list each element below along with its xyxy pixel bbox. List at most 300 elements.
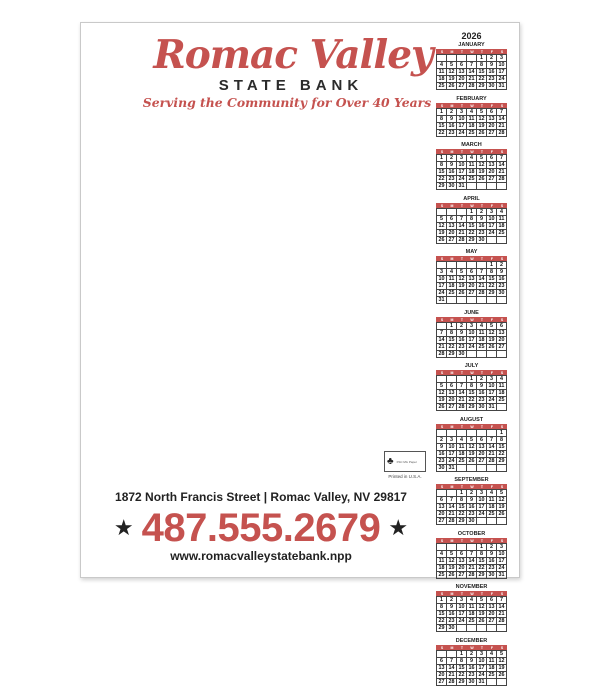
weekday-header: S xyxy=(500,50,504,54)
day-cell: 19 xyxy=(457,283,467,290)
weekday-header: S xyxy=(500,317,504,322)
day-cell: 15 xyxy=(477,69,487,76)
day-cell: 17 xyxy=(457,123,467,130)
day-cell: 4 xyxy=(467,109,477,116)
day-cell: 20 xyxy=(497,337,507,344)
day-cell: 23 xyxy=(447,176,457,183)
day-cell: 20 xyxy=(437,672,447,679)
day-cell: 23 xyxy=(457,344,467,351)
day-cell xyxy=(467,625,477,632)
day-cell: 12 xyxy=(477,604,487,611)
weekday-header: T xyxy=(460,103,464,108)
weekday-header: T xyxy=(480,538,484,543)
day-cell: 15 xyxy=(437,611,447,618)
day-cell: 24 xyxy=(467,344,477,351)
day-cell: 3 xyxy=(467,323,477,330)
day-cell: 13 xyxy=(467,276,477,283)
day-cell: 21 xyxy=(447,672,457,679)
weekday-header-row xyxy=(436,591,507,596)
day-cell: 9 xyxy=(447,162,457,169)
day-cell: 11 xyxy=(487,497,497,504)
bank-phone: 487.555.2679 xyxy=(141,505,381,550)
day-cell: 6 xyxy=(497,323,507,330)
day-cell: 14 xyxy=(497,604,507,611)
day-grid xyxy=(436,261,507,304)
day-cell xyxy=(487,351,497,358)
weekday-header-row xyxy=(436,424,507,429)
calendar-months xyxy=(436,42,507,686)
day-cell: 2 xyxy=(487,55,497,62)
day-cell: 10 xyxy=(477,658,487,665)
weekday-header: F xyxy=(490,592,494,596)
day-cell: 11 xyxy=(437,558,447,565)
month-june xyxy=(436,310,507,358)
day-cell: 2 xyxy=(437,437,447,444)
day-cell: 1 xyxy=(477,544,487,551)
day-cell: 27 xyxy=(457,83,467,90)
day-cell xyxy=(487,297,497,304)
day-cell: 19 xyxy=(477,611,487,618)
day-cell: 4 xyxy=(467,155,477,162)
weekday-header: T xyxy=(480,592,484,596)
weekday-header-row xyxy=(436,49,507,54)
day-cell xyxy=(447,544,457,551)
day-cell: 31 xyxy=(447,465,457,472)
printed-label: Printed in U.S.A. xyxy=(388,474,422,479)
day-cell: 1 xyxy=(447,323,457,330)
day-cell: 25 xyxy=(437,83,447,90)
day-cell: 23 xyxy=(467,511,477,518)
day-cell: 26 xyxy=(467,458,477,465)
day-cell: 10 xyxy=(477,497,487,504)
weekday-header: S xyxy=(440,203,444,208)
day-cell: 21 xyxy=(497,123,507,130)
day-cell: 29 xyxy=(447,351,457,358)
weekday-header: F xyxy=(490,424,494,429)
day-cell: 19 xyxy=(447,565,457,572)
weekday-header: W xyxy=(470,317,474,322)
day-cell xyxy=(467,183,477,190)
day-cell: 7 xyxy=(447,497,457,504)
day-cell xyxy=(467,465,477,472)
calendar-sheet xyxy=(80,22,520,685)
day-cell: 1 xyxy=(437,597,447,604)
day-cell xyxy=(487,518,497,525)
day-cell: 6 xyxy=(457,62,467,69)
day-cell xyxy=(437,430,447,437)
weekday-header: T xyxy=(460,645,464,650)
day-cell: 14 xyxy=(467,69,477,76)
day-cell: 16 xyxy=(477,223,487,230)
day-cell: 13 xyxy=(487,116,497,123)
day-cell: 14 xyxy=(457,223,467,230)
day-cell: 23 xyxy=(487,76,497,83)
day-cell: 24 xyxy=(487,230,497,237)
day-cell: 20 xyxy=(457,565,467,572)
weekday-header-row xyxy=(436,203,507,208)
day-cell: 9 xyxy=(477,216,487,223)
day-cell: 14 xyxy=(477,276,487,283)
day-cell: 7 xyxy=(437,330,447,337)
weekday-header: S xyxy=(500,103,504,108)
day-cell: 29 xyxy=(457,679,467,686)
day-cell: 4 xyxy=(437,62,447,69)
day-cell xyxy=(447,430,457,437)
day-cell: 16 xyxy=(447,611,457,618)
day-cell: 3 xyxy=(477,651,487,658)
day-cell: 25 xyxy=(457,458,467,465)
day-cell: 16 xyxy=(487,558,497,565)
day-cell: 8 xyxy=(467,383,477,390)
day-cell xyxy=(497,297,507,304)
month-july xyxy=(436,363,507,411)
day-cell: 26 xyxy=(477,176,487,183)
day-cell xyxy=(477,262,487,269)
month-february xyxy=(436,96,507,137)
weekday-header: T xyxy=(460,317,464,322)
day-cell xyxy=(457,544,467,551)
month-name: FEBRUARY xyxy=(456,95,487,102)
day-cell: 5 xyxy=(437,383,447,390)
day-cell: 8 xyxy=(457,497,467,504)
day-cell: 31 xyxy=(487,404,497,411)
day-cell: 23 xyxy=(437,458,447,465)
day-cell: 28 xyxy=(467,572,477,579)
weekday-header: S xyxy=(440,103,444,108)
day-cell: 15 xyxy=(467,223,477,230)
day-grid xyxy=(436,650,507,686)
day-cell: 31 xyxy=(497,572,507,579)
month-name: MARCH xyxy=(461,142,482,148)
day-cell: 8 xyxy=(457,658,467,665)
month-october xyxy=(436,531,507,579)
day-cell xyxy=(487,183,497,190)
day-cell: 27 xyxy=(487,618,497,625)
weekday-header: S xyxy=(440,257,444,261)
day-cell xyxy=(447,376,457,383)
day-cell: 30 xyxy=(437,465,447,472)
day-cell: 10 xyxy=(457,604,467,611)
day-cell: 11 xyxy=(437,69,447,76)
day-cell: 16 xyxy=(447,123,457,130)
day-cell: 10 xyxy=(467,330,477,337)
weekday-header: F xyxy=(490,317,494,322)
day-cell: 18 xyxy=(467,169,477,176)
day-cell xyxy=(447,297,457,304)
day-cell: 26 xyxy=(447,572,457,579)
day-cell: 27 xyxy=(477,458,487,465)
weekday-header: W xyxy=(470,150,474,154)
weekday-header: M xyxy=(450,645,454,650)
month-august xyxy=(436,417,507,472)
weekday-header: S xyxy=(440,645,444,650)
day-cell: 3 xyxy=(497,544,507,551)
day-cell: 16 xyxy=(467,504,477,511)
day-cell xyxy=(497,465,507,472)
weekday-header: T xyxy=(460,50,464,54)
day-cell: 7 xyxy=(487,437,497,444)
day-grid xyxy=(436,208,507,244)
day-cell: 23 xyxy=(477,397,487,404)
day-cell: 2 xyxy=(467,651,477,658)
day-cell: 22 xyxy=(467,397,477,404)
day-cell: 2 xyxy=(447,109,457,116)
day-cell: 17 xyxy=(437,283,447,290)
day-cell: 23 xyxy=(447,130,457,137)
day-cell: 21 xyxy=(497,611,507,618)
day-cell: 3 xyxy=(447,437,457,444)
day-cell: 30 xyxy=(467,518,477,525)
day-cell: 8 xyxy=(477,551,487,558)
weekday-header: T xyxy=(480,424,484,429)
weekday-header: F xyxy=(490,371,494,375)
day-cell: 11 xyxy=(467,162,477,169)
day-cell: 11 xyxy=(497,383,507,390)
day-cell: 18 xyxy=(467,611,477,618)
weekday-header: T xyxy=(460,424,464,429)
day-cell: 24 xyxy=(477,511,487,518)
weekday-header: T xyxy=(460,485,464,489)
day-grid xyxy=(436,543,507,579)
day-cell xyxy=(477,465,487,472)
weekday-header: S xyxy=(500,203,504,208)
weekday-header: M xyxy=(450,203,454,208)
day-cell: 26 xyxy=(497,511,507,518)
weekday-header: M xyxy=(450,592,454,596)
day-cell: 28 xyxy=(497,176,507,183)
day-cell xyxy=(477,297,487,304)
day-cell: 28 xyxy=(437,351,447,358)
day-cell: 5 xyxy=(457,269,467,276)
day-cell: 29 xyxy=(437,183,447,190)
day-cell: 7 xyxy=(457,383,467,390)
day-cell: 23 xyxy=(487,565,497,572)
day-cell: 17 xyxy=(487,223,497,230)
month-name: OCTOBER xyxy=(457,530,486,537)
day-cell: 10 xyxy=(457,162,467,169)
day-cell: 27 xyxy=(487,130,497,137)
weekday-header: T xyxy=(480,150,484,154)
day-cell: 26 xyxy=(437,237,447,244)
weekday-header: S xyxy=(500,150,504,154)
day-cell: 6 xyxy=(437,497,447,504)
day-cell: 14 xyxy=(497,116,507,123)
day-cell: 30 xyxy=(497,290,507,297)
day-cell: 24 xyxy=(487,397,497,404)
day-cell: 31 xyxy=(497,83,507,90)
day-grid xyxy=(436,322,507,358)
day-cell xyxy=(477,625,487,632)
day-cell: 16 xyxy=(497,276,507,283)
weekday-header: W xyxy=(470,257,474,261)
day-cell: 27 xyxy=(437,518,447,525)
day-cell: 12 xyxy=(467,444,477,451)
weekday-header: S xyxy=(500,257,504,261)
day-cell: 4 xyxy=(497,209,507,216)
day-cell: 1 xyxy=(457,651,467,658)
day-cell: 19 xyxy=(447,76,457,83)
day-cell xyxy=(457,262,467,269)
weekday-header: W xyxy=(470,371,474,375)
day-cell: 14 xyxy=(437,337,447,344)
day-cell xyxy=(477,430,487,437)
day-cell: 18 xyxy=(437,565,447,572)
weekday-header: T xyxy=(460,538,464,543)
day-cell: 21 xyxy=(437,344,447,351)
day-cell: 11 xyxy=(487,658,497,665)
day-cell: 15 xyxy=(447,337,457,344)
day-grid xyxy=(436,596,507,632)
day-cell: 27 xyxy=(447,237,457,244)
day-cell: 20 xyxy=(487,611,497,618)
month-name: AUGUST xyxy=(459,416,484,423)
weekday-header: M xyxy=(450,257,454,261)
day-cell: 23 xyxy=(497,283,507,290)
weekday-header: F xyxy=(490,150,494,154)
day-cell xyxy=(437,544,447,551)
day-cell: 27 xyxy=(457,572,467,579)
day-cell: 15 xyxy=(457,504,467,511)
day-cell: 30 xyxy=(447,625,457,632)
day-cell: 28 xyxy=(457,404,467,411)
weekday-header: M xyxy=(450,424,454,429)
day-cell: 13 xyxy=(477,444,487,451)
weekday-header: S xyxy=(500,485,504,489)
day-cell: 30 xyxy=(487,572,497,579)
day-cell: 19 xyxy=(477,169,487,176)
weekday-header: F xyxy=(490,257,494,261)
day-cell: 13 xyxy=(487,604,497,611)
day-cell: 21 xyxy=(457,230,467,237)
weekday-header: S xyxy=(500,592,504,596)
day-cell: 10 xyxy=(447,444,457,451)
day-cell: 5 xyxy=(497,651,507,658)
fsc-badge xyxy=(384,451,426,472)
day-cell: 4 xyxy=(477,323,487,330)
month-name: APRIL xyxy=(463,195,480,202)
day-cell xyxy=(457,465,467,472)
month-april xyxy=(436,196,507,244)
day-grid xyxy=(436,429,507,472)
day-cell: 12 xyxy=(487,330,497,337)
day-cell: 11 xyxy=(447,276,457,283)
month-march xyxy=(436,142,507,190)
month-december xyxy=(436,638,507,686)
day-cell: 15 xyxy=(457,665,467,672)
day-cell: 1 xyxy=(477,55,487,62)
weekday-header: T xyxy=(480,203,484,208)
day-cell: 1 xyxy=(467,209,477,216)
day-cell: 14 xyxy=(447,665,457,672)
day-cell: 9 xyxy=(487,62,497,69)
day-cell: 24 xyxy=(457,130,467,137)
day-cell: 20 xyxy=(447,397,457,404)
day-cell: 6 xyxy=(457,551,467,558)
day-cell: 12 xyxy=(447,69,457,76)
weekday-header: S xyxy=(440,317,444,322)
weekday-header: F xyxy=(490,538,494,543)
calendar-year: 2026 xyxy=(461,31,482,41)
day-cell: 26 xyxy=(487,344,497,351)
day-cell: 4 xyxy=(487,651,497,658)
weekday-header: W xyxy=(470,103,474,108)
day-cell: 11 xyxy=(467,116,477,123)
weekday-header: W xyxy=(470,645,474,650)
day-cell: 10 xyxy=(437,276,447,283)
day-cell: 6 xyxy=(487,109,497,116)
day-cell: 25 xyxy=(467,130,477,137)
day-cell: 5 xyxy=(487,323,497,330)
day-cell: 25 xyxy=(477,344,487,351)
day-cell: 16 xyxy=(457,337,467,344)
weekday-header: W xyxy=(470,203,474,208)
day-cell: 27 xyxy=(437,679,447,686)
day-cell: 10 xyxy=(487,383,497,390)
day-cell xyxy=(467,55,477,62)
day-cell: 9 xyxy=(497,269,507,276)
day-cell: 5 xyxy=(497,490,507,497)
month-november xyxy=(436,584,507,632)
day-cell xyxy=(447,55,457,62)
day-cell: 3 xyxy=(457,597,467,604)
day-cell: 3 xyxy=(477,490,487,497)
tree-icon: ♣ xyxy=(387,456,394,467)
day-cell: 13 xyxy=(447,390,457,397)
day-cell xyxy=(457,376,467,383)
day-cell: 11 xyxy=(477,330,487,337)
day-cell: 6 xyxy=(467,269,477,276)
day-cell: 22 xyxy=(437,618,447,625)
day-cell: 1 xyxy=(457,490,467,497)
phone-row xyxy=(101,506,421,550)
day-cell xyxy=(497,351,507,358)
day-cell: 17 xyxy=(457,169,467,176)
day-cell: 2 xyxy=(477,376,487,383)
weekday-header: S xyxy=(440,592,444,596)
day-cell: 15 xyxy=(477,558,487,565)
month-may xyxy=(436,249,507,304)
weekday-header: F xyxy=(490,203,494,208)
day-grid xyxy=(436,54,507,90)
day-cell: 19 xyxy=(497,504,507,511)
day-cell: 24 xyxy=(447,458,457,465)
day-cell: 25 xyxy=(487,672,497,679)
day-cell: 28 xyxy=(477,290,487,297)
day-cell xyxy=(497,237,507,244)
day-cell: 13 xyxy=(497,330,507,337)
weekday-header: T xyxy=(460,592,464,596)
day-cell: 25 xyxy=(487,511,497,518)
day-cell: 23 xyxy=(467,672,477,679)
day-cell xyxy=(467,351,477,358)
day-cell: 24 xyxy=(497,565,507,572)
day-cell: 5 xyxy=(477,597,487,604)
weekday-header: W xyxy=(470,538,474,543)
day-cell: 19 xyxy=(437,397,447,404)
day-cell xyxy=(447,262,457,269)
day-grid xyxy=(436,489,507,525)
star-icon-left: ★ xyxy=(113,515,134,540)
day-cell: 16 xyxy=(487,69,497,76)
day-cell xyxy=(487,625,497,632)
day-cell: 12 xyxy=(477,162,487,169)
day-cell: 14 xyxy=(447,504,457,511)
day-cell: 21 xyxy=(497,169,507,176)
day-cell: 2 xyxy=(497,262,507,269)
day-cell: 19 xyxy=(477,123,487,130)
day-cell: 28 xyxy=(457,237,467,244)
day-cell: 3 xyxy=(497,55,507,62)
